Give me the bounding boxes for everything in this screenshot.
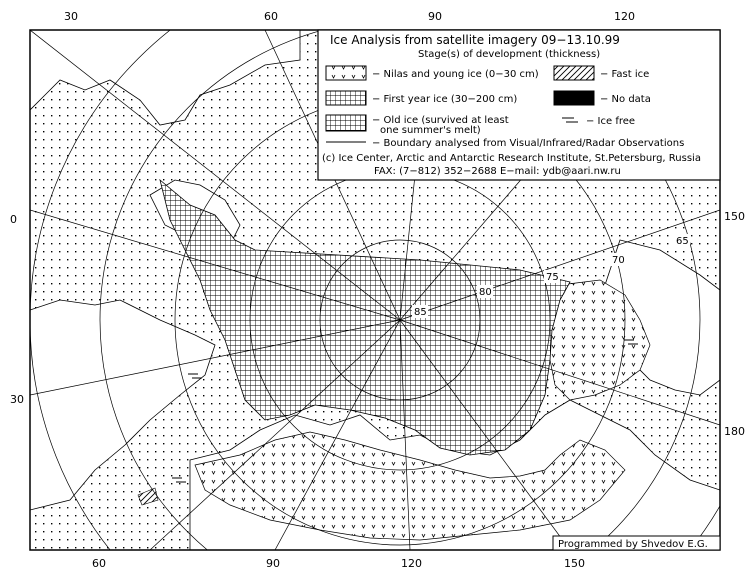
legend-swatch-first-year	[326, 91, 366, 105]
legend-label-fast: − Fast ice	[600, 69, 650, 80]
lat-label-65: 65	[676, 236, 689, 247]
lon-top-30: 30	[64, 10, 78, 23]
lon-bottom-150: 150	[564, 557, 585, 570]
legend-swatch-fast	[554, 66, 594, 80]
programmer-text: Programmed by Shvedov E.G.	[558, 539, 708, 550]
legend-label-old-2: one summer's melt)	[380, 125, 481, 136]
lat-label-70: 70	[612, 255, 625, 266]
lon-right-150: 150	[724, 210, 745, 223]
legend-label-nilas: − Nilas and young ice (0−30 cm)	[372, 69, 539, 80]
lon-right-180: 180	[724, 425, 745, 438]
legend-label-ice-free: − Ice free	[586, 116, 636, 127]
legend-label-first-year: − First year ice (30−200 cm)	[372, 94, 518, 105]
legend-swatch-no-data	[554, 91, 594, 105]
lon-bottom-90: 90	[266, 557, 280, 570]
legend-label-no-data: − No data	[600, 94, 651, 105]
lon-left-0: 0	[10, 213, 17, 226]
lat-label-75: 75	[546, 272, 559, 283]
legend-contact: FAX: (7−812) 352−2688 E−mail: ydb@aari.nw.ru	[374, 166, 621, 177]
lon-bottom-60: 60	[92, 557, 106, 570]
lon-top-90: 90	[428, 10, 442, 23]
lat-label-80: 80	[479, 287, 492, 298]
legend-label-boundary: − Boundary analysed from Visual/Infrared/Radar Observations	[372, 138, 685, 149]
lon-top-120: 120	[614, 10, 635, 23]
legend-title: Ice Analysis from satellite imagery 09−13.10.99	[330, 33, 620, 47]
legend-swatch-old	[326, 115, 366, 131]
lon-bottom-120: 120	[401, 557, 422, 570]
lon-left-30: 30	[10, 393, 24, 406]
legend-credit: (c) Ice Center, Arctic and Antarctic Research Institute, St.Petersburg, Russia	[322, 153, 701, 164]
legend-subtitle: Stage(s) of development (thickness)	[418, 49, 601, 60]
lat-label-85: 85	[414, 307, 427, 318]
legend-label-old-1: − Old ice (survived at least	[372, 115, 509, 126]
legend	[318, 30, 720, 180]
lon-top-60: 60	[264, 10, 278, 23]
programmer-credit	[553, 536, 720, 550]
legend-swatch-nilas	[326, 66, 366, 80]
